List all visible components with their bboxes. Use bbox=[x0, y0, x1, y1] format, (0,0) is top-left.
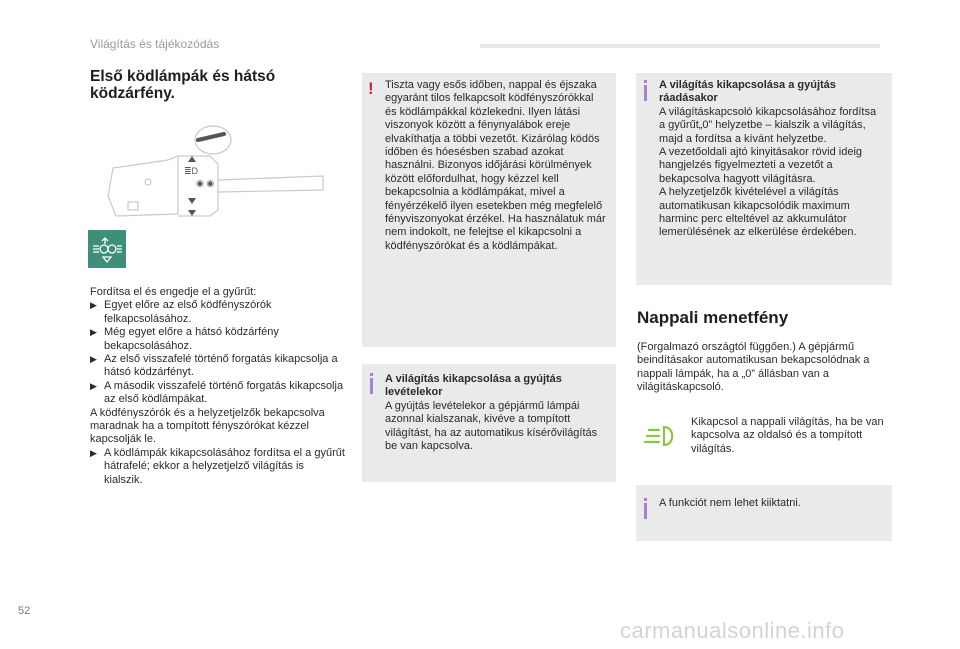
section-label: Világítás és tájékozódás bbox=[90, 37, 220, 51]
svg-text:◉ ◉: ◉ ◉ bbox=[196, 178, 215, 188]
drl-section-title: Nappali menetfény bbox=[637, 308, 789, 327]
fog-paragraph: A ködfényszórók és a helyzetjelzők bekapcsolva maradnak ha a tompított fényszórókat kézzel kapcsolják le. bbox=[90, 406, 325, 446]
arrow-bullet-icon: ▶ bbox=[90, 380, 97, 391]
svg-text:≣D: ≣D bbox=[184, 166, 199, 176]
drl-intro: (Forgalmazó országtól függően.) A gépjármű beindításakor automatikusan bekapcsolódnak a nappali lámpák, ha a „0” állásban van a világításkapcsoló. bbox=[637, 341, 870, 394]
info-icon bbox=[644, 85, 647, 101]
daytime-running-light-icon bbox=[637, 418, 687, 458]
info-title: A világítás kikapcsolása a gyújtás levételekor bbox=[385, 373, 562, 399]
warning-icon: ! bbox=[368, 79, 374, 98]
info-icon bbox=[644, 503, 647, 519]
arrow-bullet-icon: ▶ bbox=[90, 327, 97, 338]
info-line: A vezetőoldali ajtó kinyitásakor rövid ideig hangjelzés figyelmezteti a vezetőt a bekapcsolva hagyott világításra. bbox=[659, 146, 863, 185]
list-item: ▶ Egyet előre az első ködfényszórók felkapcsolásához. bbox=[90, 299, 272, 325]
page-number: 52 bbox=[18, 605, 31, 617]
list-item: ▶ A második visszafelé történő forgatás kikapcsolja az első ködlámpákat. bbox=[90, 379, 344, 406]
fog-light-icon bbox=[88, 230, 126, 268]
fog-instructions bbox=[90, 286, 345, 487]
arrow-bullet-icon: ▶ bbox=[90, 300, 97, 311]
arrow-bullet-icon: ▶ bbox=[90, 447, 97, 458]
info-text: A gyújtás levételekor a gépjármű lámpái azonnal kialszanak, kivéve a tompított világítást, ha az automatikus kísérővilágítás be van kapcsolva. bbox=[385, 399, 598, 453]
list-item: ▶ Még egyet előre a hátsó ködzárfény bekapcsolásához. bbox=[90, 326, 279, 352]
warning-text: Tiszta vagy esős időben, nappal és éjszaka egyaránt tilos felkapcsolt ködfényszórókkal és ködlámpákkal közlekedni. Ilyen látási viszonyok között a fénynyalábok ereje elvakíthatja a többi vezetőt. Kizárólag ködös időben és hóesésben szabad azokat használni. Bizonyos időjárási körülmények között előfordulhat, hogy kézzel kell bekapcsolnia a ködlámpákat, mivel a fényérzékelő ilyen esetekben még megfelelő fényviszonyokat érzékel. Ha használatuk már nem indokolt, ne felejtse el kikapcsolni a ködfényszórókat és a ködlámpákat. bbox=[385, 79, 606, 252]
fog-section-title: Első ködlámpák és hátsó ködzárfény. bbox=[90, 68, 276, 102]
drl-note: A funkciót nem lehet kiiktatni. bbox=[659, 497, 801, 509]
info-title: A világítás kikapcsolása a gyújtás ráadásakor bbox=[659, 79, 836, 105]
info-panel-ignition-off bbox=[362, 364, 616, 482]
footer-brand: carmanualsonline.info bbox=[620, 618, 845, 643]
info-panel-ignition-on bbox=[636, 73, 892, 285]
info-icon bbox=[370, 378, 373, 394]
info-panel-drl-note bbox=[636, 485, 892, 541]
drl-switch-text: Kikapcsol a nappali világítás, ha be van kapcsolva az oldalsó és a tompított világítás. bbox=[691, 416, 884, 455]
fog-intro: Fordítsa el és engedje el a gyűrűt: bbox=[90, 286, 257, 298]
list-item: ▶ Az első visszafelé történő forgatás kikapcsolja a hátsó ködzárfényt. bbox=[90, 353, 338, 379]
light-stalk-illustration bbox=[98, 118, 328, 228]
warning-panel bbox=[362, 73, 616, 347]
arrow-bullet-icon: ▶ bbox=[90, 354, 97, 365]
header-bar bbox=[480, 44, 880, 48]
info-line: A helyzetjelzők kivételével a világítás automatikusan kikapcsolódik maximum harminc perc elteltével az akkumulátor lemerülésének az elkerülése érdekében. bbox=[659, 186, 857, 239]
info-line: A világításkapcsoló kikapcsolásához fordítsa a gyűrűt„0” helyzetbe – kialszik a világítás, majd a fordítsa a kívánt helyzetbe. bbox=[659, 105, 877, 145]
list-item: ▶ A ködlámpák kikapcsolásához fordítsa el a gyűrűt hátrafelé; ekkor a helyzetjelző világítás is kialszik. bbox=[90, 446, 345, 486]
